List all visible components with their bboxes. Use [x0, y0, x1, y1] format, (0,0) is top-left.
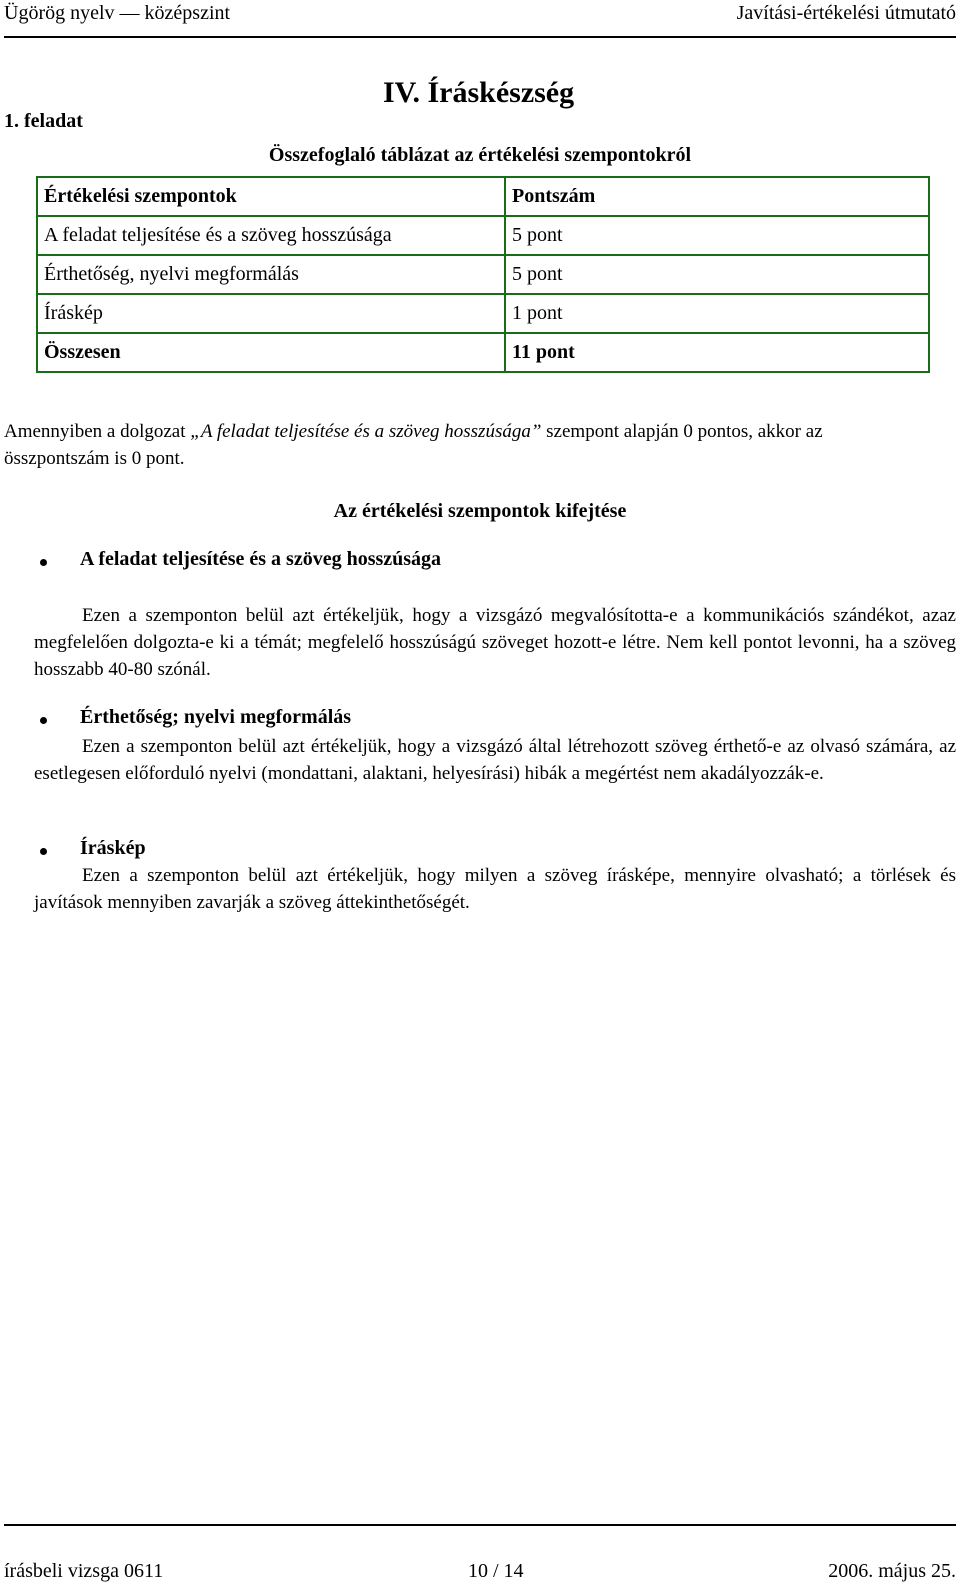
scoring-note [4, 418, 929, 472]
footer-date: 2006. május 25. [828, 1560, 956, 1582]
task-label: 1. feladat [4, 110, 83, 132]
table-total-row [37, 333, 929, 372]
table-header-points: Pontszám [505, 177, 929, 216]
bullet-icon [40, 559, 47, 566]
table-total-label: Összesen [37, 333, 505, 372]
criterion-heading-label: Íráskép [80, 837, 146, 859]
header-left: Ügörög nyelv — középszint [4, 2, 231, 24]
note-before: Amennyiben a dolgozat [4, 421, 191, 442]
table-cell-points: 1 pont [505, 294, 929, 333]
table-row [37, 294, 929, 333]
bullet-icon [40, 717, 47, 724]
criterion-text-1: Ezen a szemponton belül azt értékeljük, hogy a vizsgázó megvalósította-e a kommunikációs szándékot, azaz megfelelően dolgozta-e ki a témát; megfelelő hosszúságú szöveget hozott-e létre. Nem kell pontot levonni, ha a szöveg hosszabb 40-80 szónál. [34, 605, 956, 680]
note-after: szempont alapján 0 pontos, akkor az összpontszám is 0 pont. [4, 421, 823, 469]
summary-table [36, 176, 930, 373]
table-title: Összefoglaló táblázat az értékelési szempontokról [268, 144, 692, 166]
footer-left: írásbeli vizsga 0611 [4, 1560, 164, 1582]
table-total-points: 11 pont [505, 333, 929, 372]
page-header [4, 2, 956, 38]
table-header-row [37, 177, 929, 216]
header-right: Javítási-értékelési útmutató [736, 2, 956, 24]
table-row [37, 255, 929, 294]
criterion-text-2: Ezen a szemponton belül azt értékeljük, hogy a vizsgázó által létrehozott szöveg érthető-e az olvasó számára, az esetlegesen előforduló nyelvi (mondattani, alaktani, helyesírási) hibák a megértést nem akadályozzák-e. [34, 736, 956, 784]
criteria-title: Az értékelési szempontok kifejtése [333, 500, 627, 522]
table-cell-criterion: A feladat teljesítése és a szöveg hosszúsága [37, 216, 505, 255]
criterion-heading-label: Érthetőség; nyelvi megformálás [80, 706, 352, 728]
bullet-icon [40, 848, 47, 855]
criterion-text-3: Ezen a szemponton belül azt értékeljük, hogy milyen a szöveg írásképe, mennyire olvasható; a törlések és javítások mennyiben zavarják a szöveg áttekinthetőségét. [34, 865, 956, 913]
table-cell-criterion: Íráskép [37, 294, 505, 333]
footer-divider [4, 1524, 956, 1526]
footer-page-number: 10 / 14 [467, 1560, 524, 1582]
criterion-heading-label: A feladat teljesítése és a szöveg hosszúsága [80, 548, 442, 570]
table-cell-criterion: Érthetőség, nyelvi megformálás [37, 255, 505, 294]
table-header-criteria: Értékelési szempontok [37, 177, 505, 216]
table-row [37, 216, 929, 255]
table-cell-points: 5 pont [505, 255, 929, 294]
note-italic: „A feladat teljesítése és a szöveg hosszúsága” [190, 421, 542, 442]
section-title: IV. Íráskészség [383, 76, 575, 109]
page-footer [4, 1560, 956, 1583]
table-cell-points: 5 pont [505, 216, 929, 255]
